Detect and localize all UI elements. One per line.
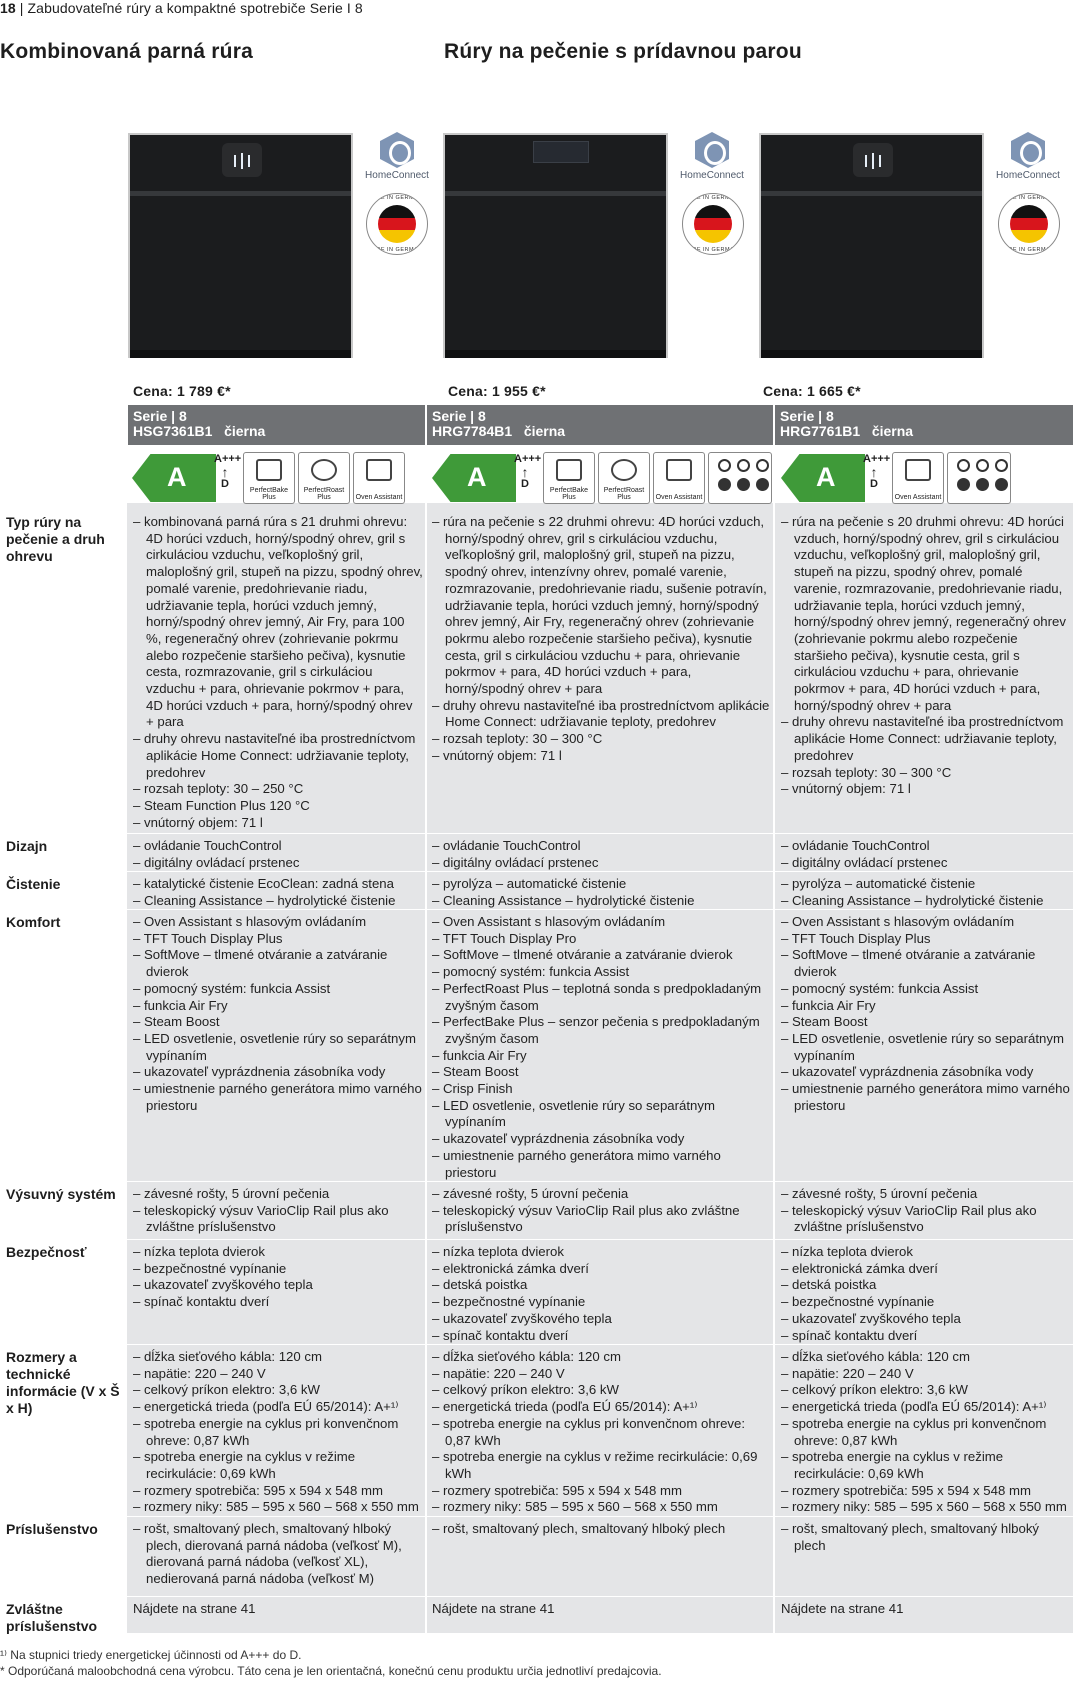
spec-item: – funkcia Air Fry (432, 1047, 527, 1063)
spec-item: – Steam Function Plus 120 °C (133, 797, 310, 813)
spec-cell (432, 514, 770, 765)
spec-item: – rozmery niky: 585 – 595 x 560 – 568 x 550 mm (432, 1499, 718, 1515)
spec-item: – napätie: 220 – 240 V (781, 1365, 914, 1381)
spec-cell (781, 914, 1071, 1114)
header-separator: | (19, 0, 24, 16)
oven-assistant-icon (666, 459, 692, 481)
home-connect-icon (695, 132, 729, 168)
spec-item: – druhy ohrevu nastaviteľné iba prostredníctvom aplikácie Home Connect: udržiavanie teploty, predohrev (781, 714, 1064, 763)
home-connect-icon (1011, 132, 1045, 168)
footnote-price: * Odporúčaná maloobchodná cena výrobcu. Táto cena je len orientačná, konečnú cenu produktu určia jednotliví predajcovia. (0, 1664, 662, 1678)
spec-cell (781, 1601, 1071, 1618)
spec-cell (133, 514, 423, 831)
spec-item: – bezpečnostné vypínanie (133, 1260, 287, 1276)
control-knob (853, 143, 893, 177)
home-connect-badge: HomeConnect (357, 132, 437, 181)
made-in-germany-badge: MADE IN GERMANY MADE IN GERMANY (683, 195, 743, 253)
spec-item: – spínač kontaktu dverí (133, 1294, 270, 1310)
spec-item: – Crisp Finish (432, 1081, 513, 1097)
spec-item: – ukazovateľ zvyškového tepla (432, 1310, 612, 1326)
spec-item: – spotreba energie na cyklus v režime recirkulácie: 0,69 kWh (133, 1449, 356, 1481)
spec-item: Nájdete na strane 41 (133, 1601, 256, 1616)
spec-item: – vnútorný objem: 71 l (781, 781, 911, 797)
spec-row-label: Výsuvný systém (6, 1186, 116, 1202)
model-header (427, 405, 773, 445)
spec-item: – závesné rošty, 5 úrovní pečenia (432, 1186, 629, 1201)
spec-cell (432, 1349, 770, 1516)
product-image-3 (759, 133, 984, 358)
spec-item: – teleskopický výsuv VarioClip Rail plus ako zvláštne príslušenstvo (432, 1202, 740, 1235)
spec-cell (432, 838, 770, 871)
spec-item: – funkcia Air Fry (781, 997, 876, 1013)
spec-cell (432, 1521, 770, 1538)
energy-label: A A+++ ↑ D (781, 452, 889, 504)
spec-item: – pomocný systém: funkcia Assist (133, 980, 331, 996)
spec-item: – rozmery spotrebiča: 595 x 594 x 548 mm (781, 1482, 1031, 1498)
energy-scale: A+++ ↑ D (514, 453, 542, 490)
perfectbake-badge: PerfectBake Plus (543, 452, 595, 504)
spec-item: – energetická trieda (podľa EÚ 65/2014): A+¹⁾ (781, 1399, 1047, 1415)
spec-item: – ovládanie TouchControl (781, 838, 930, 853)
spec-item: – TFT Touch Display Plus (781, 930, 931, 946)
product-price: Cena: 1 665 €* (763, 383, 861, 399)
spec-item: – napätie: 220 – 240 V (133, 1365, 266, 1381)
spec-row-label: Príslušenstvo (6, 1521, 98, 1537)
spec-row-label: Dizajn (6, 838, 48, 854)
perfectbake-icon (256, 459, 282, 481)
spec-cell (781, 1349, 1071, 1516)
spec-item: – dĺžka sieťového kábla: 120 cm (432, 1349, 621, 1364)
spec-item: – celkový príkon elektro: 3,6 kW (781, 1382, 968, 1398)
row-divider (0, 1344, 1073, 1345)
spec-row-label: Bezpečnosť (6, 1244, 87, 1260)
perfectroast-badge: PerfectRoast Plus (598, 452, 650, 504)
model-code: HSG7361B1 (133, 423, 213, 439)
oven-assistant-icon (905, 459, 931, 481)
heading-steam-oven: Kombinovaná parná rúra (0, 40, 253, 63)
spec-item: – rozmery niky: 585 – 595 x 560 – 568 x 550 mm (781, 1499, 1067, 1515)
hob-icon (708, 452, 772, 504)
spec-item: – Oven Assistant s hlasovým ovládaním (133, 914, 367, 929)
spec-item: – spotreba energie na cyklus v režime recirkulácie: 0,69 kWh (781, 1449, 1004, 1481)
energy-label: A A+++ ↑ D (432, 452, 540, 504)
spec-item: – bezpečnostné vypínanie (781, 1294, 935, 1310)
hob-icon (947, 452, 1011, 504)
oven-assistant-icon (366, 459, 392, 481)
spec-item: – rozsah teploty: 30 – 250 °C (133, 781, 304, 797)
spec-item: – detská poistka (432, 1277, 528, 1293)
spec-item: – ovládanie TouchControl (432, 838, 581, 853)
spec-row-label: Typ rúry na pečenie a druh ohrevu (6, 514, 105, 564)
spec-item: – pomocný systém: funkcia Assist (781, 980, 979, 996)
spec-item: – Cleaning Assistance – hydrolytické čistenie (133, 892, 396, 908)
spec-item: – spínač kontaktu dverí (781, 1327, 918, 1343)
spec-item: – digitálny ovládací prstenec (133, 854, 300, 870)
spec-cell (133, 1601, 423, 1618)
home-connect-badge: HomeConnect (988, 132, 1068, 181)
oven-assistant-badge: Oven Assistant (353, 452, 405, 504)
spec-item: – vnútorný objem: 71 l (432, 747, 562, 763)
spec-cell (781, 1244, 1071, 1344)
spec-item: – digitálny ovládací prstenec (781, 854, 948, 870)
tft-display (533, 141, 589, 163)
serie-label: Serie | 8 (432, 408, 486, 424)
spec-cell (133, 1244, 423, 1311)
model-code: HRG7784B1 (432, 423, 513, 439)
row-divider (0, 871, 1073, 872)
germany-flag-icon (694, 205, 732, 243)
spec-item: – SoftMove – tlmené otváranie a zatváranie dvierok (781, 947, 1036, 980)
spec-item: – SoftMove – tlmené otváranie a zatváranie dvierok (133, 947, 388, 980)
home-connect-icon (380, 132, 414, 168)
perfectroast-icon (611, 459, 637, 481)
spec-item: – ukazovateľ zvyškového tepla (781, 1310, 961, 1326)
home-connect-badge: HomeConnect (672, 132, 752, 181)
made-in-germany-badge: MADE IN GERMANY MADE IN GERMANY (999, 195, 1059, 253)
spec-cell (781, 1521, 1071, 1554)
spec-item: – kombinovaná parná rúra s 21 druhmi ohrevu: 4D horúci vzduch, horný/spodný ohrev, gril s cirkuláciou vzduchu, veľkoplošný gril, maloplošný gril, stupeň na pizzu, spodný ohrev, pomalé varenie, predohrievanie riadu, udržiavanie tepla, horúci vzduch jemný, horný/spodný ohrev jemný, Air Fry, para 100 %, regeneračný ohrev (zohrievanie pokrmu alebo rozpečenie staršieho pečiva), kysnutie cesta, rozmrazovanie, gril s cirkuláciou vzduchu + para, ohrievanie pokrmov + para, 4D horúci vzduch + para, horný/spodný ohrev + para (133, 514, 423, 730)
spec-row-label: Rozmery a technické informácie (V x Š x H) (6, 1349, 120, 1416)
model-color: čierna (871, 423, 914, 439)
spec-cell (133, 1521, 423, 1588)
spec-item: – ukazovateľ vyprázdnenia zásobníka vody (133, 1064, 386, 1080)
spec-row-label: Čistenie (6, 876, 61, 892)
spec-item: – spínač kontaktu dverí (432, 1327, 569, 1343)
row-divider (0, 833, 1073, 834)
serie-label: Serie | 8 (133, 408, 187, 424)
spec-cell (432, 1186, 770, 1236)
spec-row-label: Zvláštne príslušenstvo (6, 1601, 98, 1634)
perfectbake-icon (556, 459, 582, 481)
spec-item: – spotreba energie na cyklus pri konvenčnom ohreve: 0,87 kWh (432, 1415, 746, 1448)
feature-badges (781, 452, 1011, 504)
germany-flag-icon (378, 205, 416, 243)
product-image-1 (128, 133, 353, 358)
spec-item: – teleskopický výsuv VarioClip Rail plus ako zvláštne príslušenstvo (133, 1202, 389, 1235)
header-title: Zabudovateľné rúry a kompaktné spotrebiče Serie I 8 (27, 0, 363, 16)
model-header (128, 405, 425, 445)
spec-cell (133, 838, 423, 871)
spec-item: – rozsah teploty: 30 – 300 °C (432, 731, 603, 747)
spec-item: – SoftMove – tlmené otváranie a zatváranie dvierok (432, 947, 733, 963)
spec-item: – závesné rošty, 5 úrovní pečenia (781, 1186, 978, 1201)
row-divider (0, 909, 1073, 910)
spec-item: – rošt, smaltovaný plech, smaltovaný hlboký plech, dierovaná parná nádoba (veľkosť M), dierovaná parná nádoba (veľkosť XL), nedierovaná parná nádoba (veľkosť M) (133, 1521, 402, 1587)
model-code: HRG7761B1 (780, 423, 861, 439)
spec-item: – dĺžka sieťového kábla: 120 cm (781, 1349, 970, 1364)
model-header (775, 405, 1073, 445)
spec-cell (432, 876, 770, 909)
spec-item: – celkový príkon elektro: 3,6 kW (432, 1382, 619, 1398)
spec-item: – vnútorný objem: 71 l (133, 814, 263, 830)
spec-item: – rošt, smaltovaný plech, smaltovaný hlboký plech (432, 1521, 726, 1536)
product-price: Cena: 1 955 €* (448, 383, 546, 399)
page-number: 18 (0, 0, 16, 16)
control-knob (222, 143, 262, 177)
spec-item: – elektronická zámka dverí (781, 1260, 938, 1276)
spec-item: – digitálny ovládací prstenec (432, 854, 599, 870)
spec-item: – pyrolýza – automatické čistenie (781, 876, 976, 891)
spec-item: – druhy ohrevu nastaviteľné iba prostredníctvom aplikácie Home Connect: udržiavanie teploty, predohrev (133, 731, 416, 780)
perfectbake-badge: PerfectBake Plus (243, 452, 295, 504)
spec-item: – energetická trieda (podľa EÚ 65/2014): A+¹⁾ (432, 1399, 698, 1415)
spec-item: – Oven Assistant s hlasovým ovládaním (432, 914, 666, 929)
spec-item: – PerfectRoast Plus – teplotná sonda s predpokladaným zvyšným časom (432, 980, 762, 1013)
spec-item: – nízka teplota dvierok (133, 1244, 265, 1259)
spec-item: – energetická trieda (podľa EÚ 65/2014): A+¹⁾ (133, 1399, 399, 1415)
spec-cell (781, 876, 1071, 909)
spec-item: – katalytické čistenie EcoClean: zadná stena (133, 876, 394, 891)
page-header (0, 0, 363, 16)
spec-item: – celkový príkon elektro: 3,6 kW (133, 1382, 320, 1398)
spec-item: – druhy ohrevu nastaviteľné iba prostredníctvom aplikácie Home Connect: udržiavanie teploty, predohrev (432, 697, 770, 730)
spec-cell (133, 876, 423, 909)
spec-item: – LED osvetlenie, osvetlenie rúry so separátnym vypínaním (133, 1030, 416, 1063)
spec-item: – Cleaning Assistance – hydrolytické čistenie (781, 892, 1044, 908)
perfectroast-badge: PerfectRoast Plus (298, 452, 350, 504)
spec-item: – spotreba energie na cyklus pri konvenčnom ohreve: 0,87 kWh (133, 1415, 399, 1448)
energy-label: A A+++ ↑ D (132, 452, 240, 504)
oven-assistant-badge: Oven Assistant (892, 452, 944, 504)
feature-badges (132, 452, 405, 504)
energy-scale: A+++ ↑ D (863, 453, 891, 490)
spec-item: – Cleaning Assistance – hydrolytické čistenie (432, 892, 695, 908)
spec-cell (781, 1186, 1071, 1236)
spec-item: – závesné rošty, 5 úrovní pečenia (133, 1186, 330, 1201)
spec-item: – nízka teplota dvierok (781, 1244, 913, 1259)
spec-item: – rošt, smaltovaný plech, smaltovaný hlboký plech (781, 1521, 1040, 1553)
spec-item: Nájdete na strane 41 (432, 1601, 555, 1616)
spec-item: – elektronická zámka dverí (432, 1260, 589, 1276)
row-divider (0, 1181, 1073, 1182)
spec-item: – spotreba energie na cyklus pri konvenčnom ohreve: 0,87 kWh (781, 1415, 1047, 1448)
spec-item: – PerfectBake Plus – senzor pečenia s predpokladaným zvyšným časom (432, 1014, 760, 1046)
spec-item: – rozsah teploty: 30 – 300 °C (781, 764, 952, 780)
spec-cell (133, 1186, 423, 1236)
serie-label: Serie | 8 (780, 408, 834, 424)
spec-item: – umiestnenie parného generátora mimo varného priestoru (133, 1081, 422, 1113)
footnote-energy: ¹⁾ Na stupnici triedy energetickej účinnosti od A+++ do D. (0, 1648, 302, 1662)
spec-item: – nízka teplota dvierok (432, 1244, 564, 1259)
row-divider (0, 1516, 1073, 1517)
spec-item: – funkcia Air Fry (133, 997, 228, 1013)
spec-item: – pomocný systém: funkcia Assist (432, 964, 630, 980)
row-divider (0, 1239, 1073, 1240)
product-price: Cena: 1 789 €* (133, 383, 231, 399)
spec-item: – teleskopický výsuv VarioClip Rail plus ako zvláštne príslušenstvo (781, 1202, 1037, 1235)
spec-cell (781, 838, 1071, 871)
spec-item: – LED osvetlenie, osvetlenie rúry so separátnym vypínaním (432, 1097, 715, 1130)
spec-cell (133, 1349, 423, 1516)
model-color: čierna (224, 423, 266, 439)
feature-badges (432, 452, 772, 504)
spec-row-label: Komfort (6, 914, 61, 930)
spec-item: – rúra na pečenie s 22 druhmi ohrevu: 4D horúci vzduch, horný/spodný ohrev, gril s cirkuláciou vzduchu, veľkoplošný gril, maloplošný gril, stupeň na pizzu, spodný ohrev, intenzívny ohrev, pomalé varenie, rozmrazovanie, predohrievanie riadu, sušenie potravín, udržiavanie tepla, horúci vzduch jemný, horný/spodný ohrev jemný, Air Fry, regeneračný ohrev (zohrievanie pokrmu alebo rozpečenie staršieho pečiva), kysnutie cesta, gril s cirkuláciou vzduchu + para, ohrievanie pokrmov + para, 4D horúci vzduch + para, horný/spodný ohrev + para (432, 514, 767, 697)
spec-item: – rúra na pečenie s 20 druhmi ohrevu: 4D horúci vzduch, horný/spodný ohrev, gril s cirkuláciou vzduchu, veľkoplošný gril, maloplošný gril, stupeň na pizzu, spodný ohrev, pomalé varenie, rozmrazovanie, predohrievanie riadu, udržiavanie tepla, horúci vzduch jemný, horný/spodný ohrev jemný, regeneračný ohrev (zohrievanie pokrmu alebo rozpečenie staršieho pečiva), kysnutie cesta, gril s cirkuláciou vzduchu + para, ohrievanie pokrmov + para, 4D horúci vzduch + para, horný/spodný ohrev + para (781, 514, 1066, 713)
spec-cell (781, 514, 1071, 798)
heading-ovens-with-steam: Rúry na pečenie s prídavnou parou (444, 40, 802, 63)
spec-item: – spotreba energie na cyklus v režime recirkulácie: 0,69 kWh (432, 1449, 758, 1481)
spec-item: – ukazovateľ vyprázdnenia zásobníka vody (432, 1131, 685, 1147)
oven-assistant-badge: Oven Assistant (653, 452, 705, 504)
germany-flag-icon (1010, 205, 1048, 243)
product-image-2 (443, 133, 668, 358)
spec-item: – ukazovateľ zvyškového tepla (133, 1277, 313, 1293)
spec-cell (432, 1244, 770, 1344)
spec-item: – Oven Assistant s hlasovým ovládaním (781, 914, 1015, 929)
spec-cell (432, 1601, 770, 1618)
spec-item: – umiestnenie parného generátora mimo varného priestoru (432, 1147, 721, 1180)
spec-cell (432, 914, 770, 1181)
spec-item: – Steam Boost (133, 1014, 220, 1030)
spec-item: – umiestnenie parného generátora mimo varného priestoru (781, 1081, 1070, 1113)
spec-item: – ovládanie TouchControl (133, 838, 282, 853)
spec-cell (133, 914, 423, 1114)
spec-item: – rozmery niky: 585 – 595 x 560 – 568 x 550 mm (133, 1499, 419, 1515)
made-in-germany-badge: MADE IN GERMANY MADE IN GERMANY (367, 195, 427, 253)
model-color: čierna (523, 423, 566, 439)
spec-item: – pyrolýza – automatické čistenie (432, 876, 627, 891)
perfectroast-icon (311, 459, 337, 481)
spec-item: – rozmery spotrebiča: 595 x 594 x 548 mm (432, 1482, 682, 1498)
spec-item: – bezpečnostné vypínanie (432, 1294, 586, 1310)
spec-item: – Steam Boost (432, 1064, 519, 1080)
energy-scale: A+++ ↑ D (214, 453, 242, 490)
row-divider (0, 1596, 1073, 1597)
spec-item: – LED osvetlenie, osvetlenie rúry so separátnym vypínaním (781, 1030, 1064, 1063)
spec-item: – ukazovateľ vyprázdnenia zásobníka vody (781, 1064, 1034, 1080)
spec-item: – napätie: 220 – 240 V (432, 1365, 565, 1381)
spec-item: – Steam Boost (781, 1014, 868, 1030)
spec-item: – detská poistka (781, 1277, 877, 1293)
spec-item: – TFT Touch Display Pro (432, 930, 577, 946)
spec-item: – dĺžka sieťového kábla: 120 cm (133, 1349, 322, 1364)
spec-item: – TFT Touch Display Plus (133, 930, 283, 946)
spec-item: Nájdete na strane 41 (781, 1601, 904, 1616)
spec-item: – rozmery spotrebiča: 595 x 594 x 548 mm (133, 1482, 383, 1498)
